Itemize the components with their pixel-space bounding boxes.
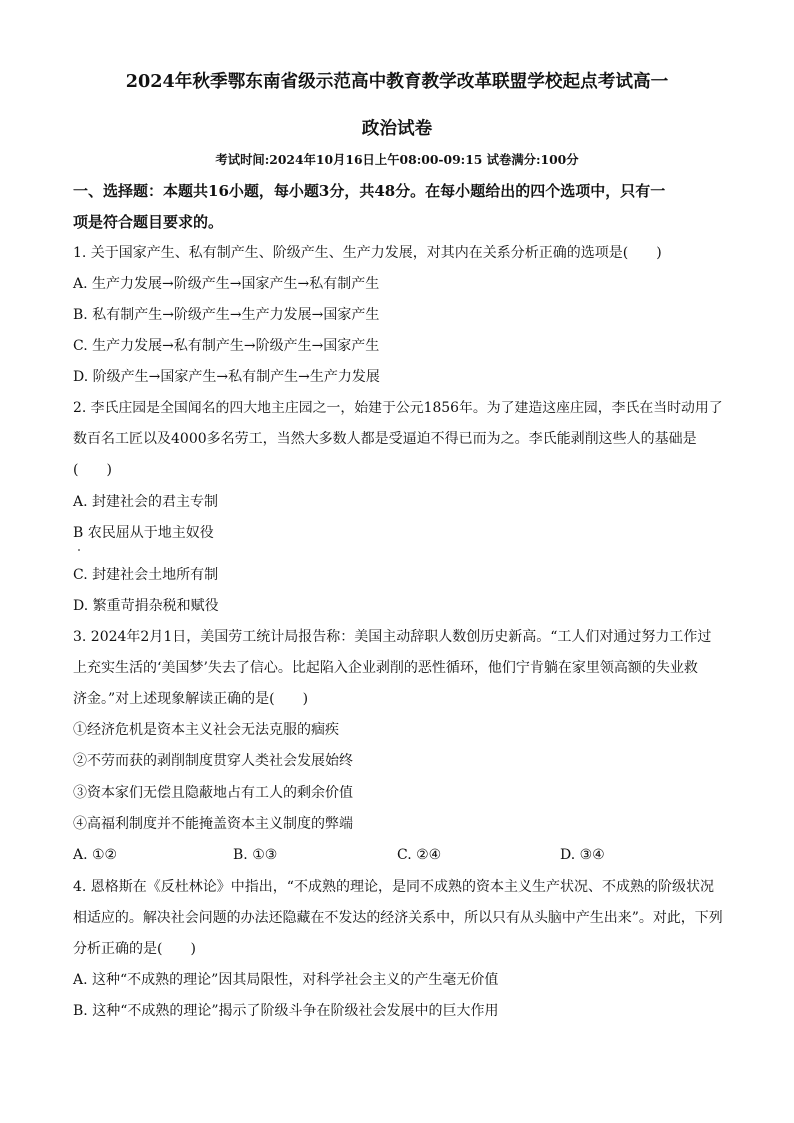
q4-option-a: A. 这种“不成熟的理论”因其局限性，对科学社会主义的产生毫无价值 <box>73 972 499 988</box>
q3-option-a: A. ①② <box>73 847 118 863</box>
q1-option-d: D. 阶级产生→国家产生→私有制产生→生产力发展 <box>73 369 380 385</box>
exam-title-line2: 政治试卷 <box>361 118 433 139</box>
q4-stem-line2: 相适应的。解决社会问题的办法还隐藏在不发达的经济关系中，所以只有从头脑中产生出来”。对此，下列 <box>73 910 723 926</box>
q3-stem-line1: 3. 2024年2月1日，美国劳工统计局报告称：美国主动辞职人数创历史新高。“工人们对通过努力工作过 <box>73 629 712 645</box>
q3-option-d: D. ③④ <box>560 847 605 863</box>
q3-stem-line3: 济金。”对上述现象解读正确的是( ) <box>73 691 309 707</box>
q3-statement-2: ②不劳而获的剥削制度贯穿人类社会发展始终 <box>73 753 353 769</box>
exam-info: 考试时间:2024年10月16日上午08:00-09:15 试卷满分:100分 <box>215 152 579 167</box>
q2-stem-line1: 2. 李氏庄园是全国闻名的四大地主庄园之一，始建于公元1856年。为了建造这座庄园，李氏在当时动用了 <box>73 400 723 416</box>
q1-option-b: B. 私有制产生→阶级产生→生产力发展→国家产生 <box>73 307 380 323</box>
stray-dot-mark <box>78 549 80 551</box>
q2-option-c: C. 封建社会土地所有制 <box>73 567 219 583</box>
exam-title-line1: 2024年秋季鄂东南省级示范高中教育教学改革联盟学校起点考试高一 <box>125 71 669 92</box>
q1-stem: 1. 关于国家产生、私有制产生、阶级产生、生产力发展，对其内在关系分析正确的选项是( ) <box>73 245 662 261</box>
q3-stem-line2: 上充实生活的‘美国梦’失去了信心。比起陷入企业剥削的恶性循环，他们宁肯躺在家里领高额的失业救 <box>73 660 698 676</box>
q4-option-b: B. 这种“不成熟的理论”揭示了阶级斗争在阶级社会发展中的巨大作用 <box>73 1003 499 1019</box>
q2-stem-line3: ( ) <box>73 462 112 478</box>
section-heading-line1: 一、选择题：本题共16小题，每小题3分，共48分。在每小题给出的四个选项中，只有一 <box>73 182 666 200</box>
q1-option-c: C. 生产力发展→私有制产生→阶级产生→国家产生 <box>73 338 380 354</box>
q3-statement-4: ④高福利制度并不能掩盖资本主义制度的弊端 <box>73 816 353 832</box>
q2-option-a: A. 封建社会的君主专制 <box>73 494 219 510</box>
q2-option-d: D. 繁重苛捐杂税和赋役 <box>73 598 219 614</box>
q2-option-b: B 农民屈从于地主奴役 <box>73 525 214 541</box>
q4-stem-line1: 4. 恩格斯在《反杜林论》中指出，“不成熟的理论，是同不成熟的资本主义生产状况、不成熟的阶级状况 <box>73 879 714 895</box>
q1-option-a: A. 生产力发展→阶级产生→国家产生→私有制产生 <box>73 276 380 292</box>
section-heading-line2: 项是符合题目要求的。 <box>73 213 224 231</box>
q4-stem-line3: 分析正确的是( ) <box>73 941 196 957</box>
q3-option-b: B. ①③ <box>233 847 278 863</box>
q3-statement-3: ③资本家们无偿且隐蔽地占有工人的剩余价值 <box>73 785 353 801</box>
q3-option-c: C. ②④ <box>397 847 442 863</box>
q2-stem-line2: 数百名工匠以及4000多名劳工，当然大多数人都是受逼迫不得已而为之。李氏能剥削这些人的基础是 <box>73 431 697 447</box>
q3-statement-1: ①经济危机是资本主义社会无法克服的痼疾 <box>73 722 339 738</box>
